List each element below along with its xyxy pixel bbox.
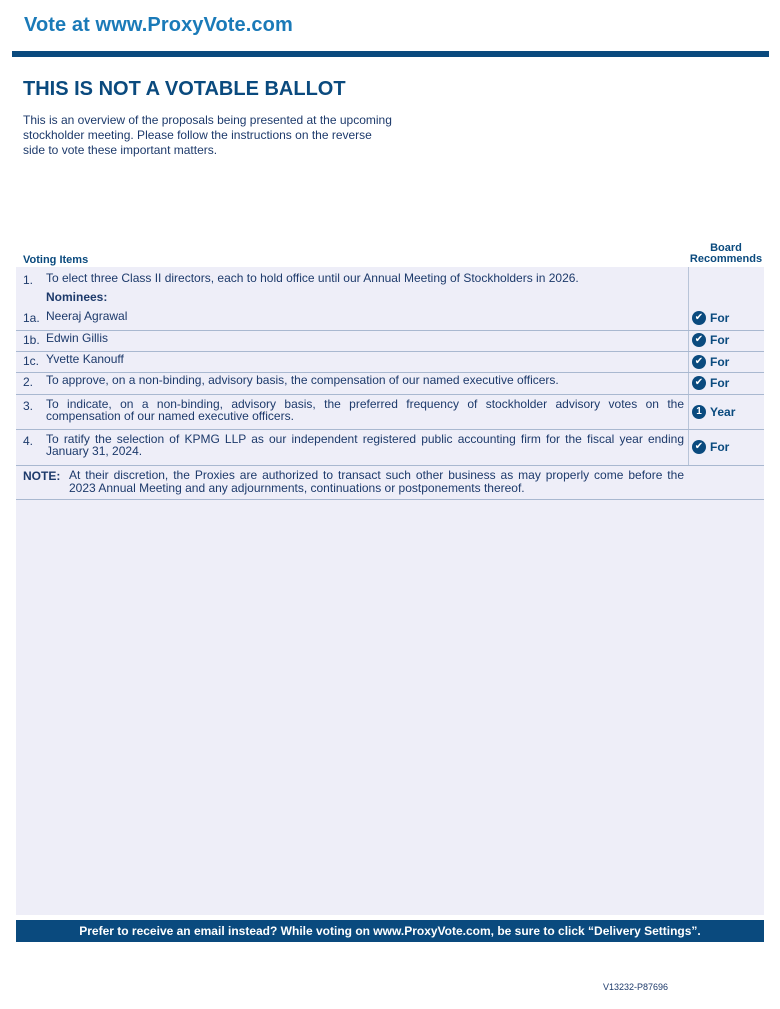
recommendation: [692, 376, 729, 390]
recommendation: [692, 405, 735, 419]
nominee-name: Edwin Gillis: [46, 331, 109, 345]
recommendation-value: Year: [710, 405, 736, 419]
recommendation-value: For: [710, 311, 730, 325]
board-recommends-line1: Board: [710, 242, 742, 254]
recommendation-value: For: [710, 355, 730, 369]
check-icon: ✔: [692, 333, 706, 347]
voting-item-1c: [16, 354, 764, 370]
row-divider: [16, 330, 764, 331]
note-text: At their discretion, the Proxies are authorized to transact such other business as may properly come before the 2023 Annual Meeting and any adjournments, continuations or postponements thereof.: [69, 468, 684, 495]
delivery-settings-banner: Prefer to receive an email instead? While voting on www.ProxyVote.com, be sure to click “Delivery Settings”.: [16, 920, 764, 942]
item-number: 4.: [23, 434, 34, 448]
item-number: 2.: [23, 375, 34, 389]
recommendation-value: For: [710, 376, 730, 390]
voting-item-4: [16, 434, 764, 462]
voting-items-header: Voting Items: [23, 254, 89, 266]
check-icon: ✔: [692, 440, 706, 454]
item-text: To ratify the selection of KPMG LLP as our independent registered public accounting firm for the fiscal year ending January 31, 2024.: [46, 432, 684, 458]
ballot-title: THIS IS NOT A VOTABLE BALLOT: [23, 78, 346, 100]
board-recommends-line2: Recommends: [689, 253, 763, 265]
recommendation-value: For: [710, 440, 730, 454]
intro-text: This is an overview of the proposals being presented at the upcoming stockholder meeting. Please follow the instructions on the reverse side to vote these important matters.: [23, 113, 392, 157]
item-number: 1c.: [23, 354, 40, 368]
board-recommends-header: [686, 243, 766, 265]
recommendation: [692, 355, 729, 369]
site-title: Vote at www.ProxyVote.com: [24, 14, 293, 36]
row-divider: [16, 429, 764, 430]
one-year-icon: 1: [692, 405, 706, 419]
item-number: 1a.: [23, 311, 40, 325]
document-code: V13232-P87696: [602, 982, 668, 992]
row-divider: [16, 465, 764, 466]
voting-item-2: [16, 375, 764, 391]
nominees-row: [16, 292, 764, 306]
nominee-name: Yvette Kanouff: [46, 352, 124, 366]
check-icon: ✔: [692, 311, 706, 325]
voting-item-3: [16, 399, 764, 427]
nominee-name: Neeraj Agrawal: [46, 309, 128, 323]
recommendation: [692, 333, 729, 347]
header-divider: [12, 51, 769, 57]
row-divider: [16, 351, 764, 352]
item-number: 1.: [23, 273, 34, 287]
item-text: To approve, on a non-binding, advisory basis, the compensation of our named executive officers.: [46, 373, 559, 387]
row-divider: [16, 499, 764, 500]
item-number: 3.: [23, 399, 34, 413]
voting-item-1b: [16, 333, 764, 349]
voting-item-1a: [16, 311, 764, 327]
recommendation: [692, 440, 729, 454]
recommendation-value: For: [710, 333, 730, 347]
item-text: To elect three Class II directors, each to hold office until our Annual Meeting of Stockholders in 2026.: [46, 271, 579, 285]
voting-item-1: [16, 273, 764, 287]
recommendation: [692, 311, 729, 325]
note-label: NOTE:: [23, 469, 61, 483]
check-icon: ✔: [692, 376, 706, 390]
item-text: To indicate, on a non-binding, advisory basis, the preferred frequency of stockholder advisory votes on the compensation of our named executive officers.: [46, 397, 684, 423]
check-icon: ✔: [692, 355, 706, 369]
nominees-label: Nominees:: [46, 290, 108, 304]
item-number: 1b.: [23, 333, 40, 347]
row-divider: [16, 394, 764, 395]
